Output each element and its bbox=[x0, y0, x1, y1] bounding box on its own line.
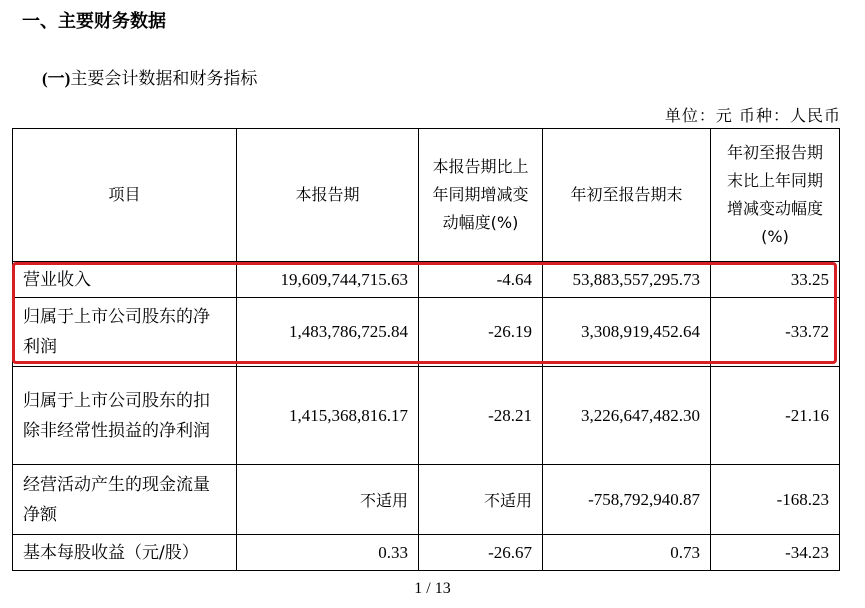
table-row bbox=[13, 535, 840, 571]
cell-current-change: -28.21 bbox=[419, 367, 543, 465]
header-current-period: 本报告期 bbox=[237, 129, 419, 262]
cell-current: 不适用 bbox=[237, 465, 419, 535]
cell-ytd: -758,792,940.87 bbox=[543, 465, 711, 535]
cell-current: 19,609,744,715.63 bbox=[237, 262, 419, 298]
row-label: 归属于上市公司股东的扣除非经常性损益的净利润 bbox=[13, 367, 237, 465]
table-row bbox=[13, 262, 840, 298]
table-row bbox=[13, 298, 840, 367]
cell-current-change: -26.19 bbox=[419, 298, 543, 367]
row-label: 归属于上市公司股东的净利润 bbox=[13, 298, 237, 367]
cell-ytd-change: -33.72 bbox=[711, 298, 840, 367]
cell-ytd-change: 33.25 bbox=[711, 262, 840, 298]
financial-data-table bbox=[12, 128, 840, 571]
header-current-change: 本报告期比上年同期增减变动幅度(%) bbox=[419, 129, 543, 262]
header-ytd-change: 年初至报告期末比上年同期增减变动幅度(%) bbox=[711, 129, 840, 262]
cell-ytd-change: -21.16 bbox=[711, 367, 840, 465]
row-label: 营业收入 bbox=[13, 262, 237, 298]
unit-label: 单位：元 币种：人民币 bbox=[664, 106, 841, 125]
cell-ytd: 53,883,557,295.73 bbox=[543, 262, 711, 298]
cell-ytd: 3,226,647,482.30 bbox=[543, 367, 711, 465]
table-header-row bbox=[13, 129, 840, 262]
header-item: 项目 bbox=[13, 129, 237, 262]
cell-current: 0.33 bbox=[237, 535, 419, 571]
section-heading: 一、主要财务数据 bbox=[22, 11, 166, 32]
page-indicator: 1 / 13 bbox=[414, 580, 451, 597]
row-label: 经营活动产生的现金流量净额 bbox=[13, 465, 237, 535]
subsection-title: 主要会计数据和财务指标 bbox=[70, 69, 258, 89]
cell-ytd-change: -168.23 bbox=[711, 465, 840, 535]
table-row bbox=[13, 367, 840, 465]
table-row bbox=[13, 465, 840, 535]
cell-current: 1,415,368,816.17 bbox=[237, 367, 419, 465]
cell-current-change: -26.67 bbox=[419, 535, 543, 571]
cell-current-change: 不适用 bbox=[419, 465, 543, 535]
header-ytd: 年初至报告期末 bbox=[543, 129, 711, 262]
cell-current-change: -4.64 bbox=[419, 262, 543, 298]
cell-ytd: 0.73 bbox=[543, 535, 711, 571]
subsection-number: (一) bbox=[42, 69, 71, 88]
subsection-heading bbox=[42, 64, 257, 89]
row-label: 基本每股收益（元/股） bbox=[13, 535, 237, 571]
cell-ytd: 3,308,919,452.64 bbox=[543, 298, 711, 367]
cell-current: 1,483,786,725.84 bbox=[237, 298, 419, 367]
cell-ytd-change: -34.23 bbox=[711, 535, 840, 571]
